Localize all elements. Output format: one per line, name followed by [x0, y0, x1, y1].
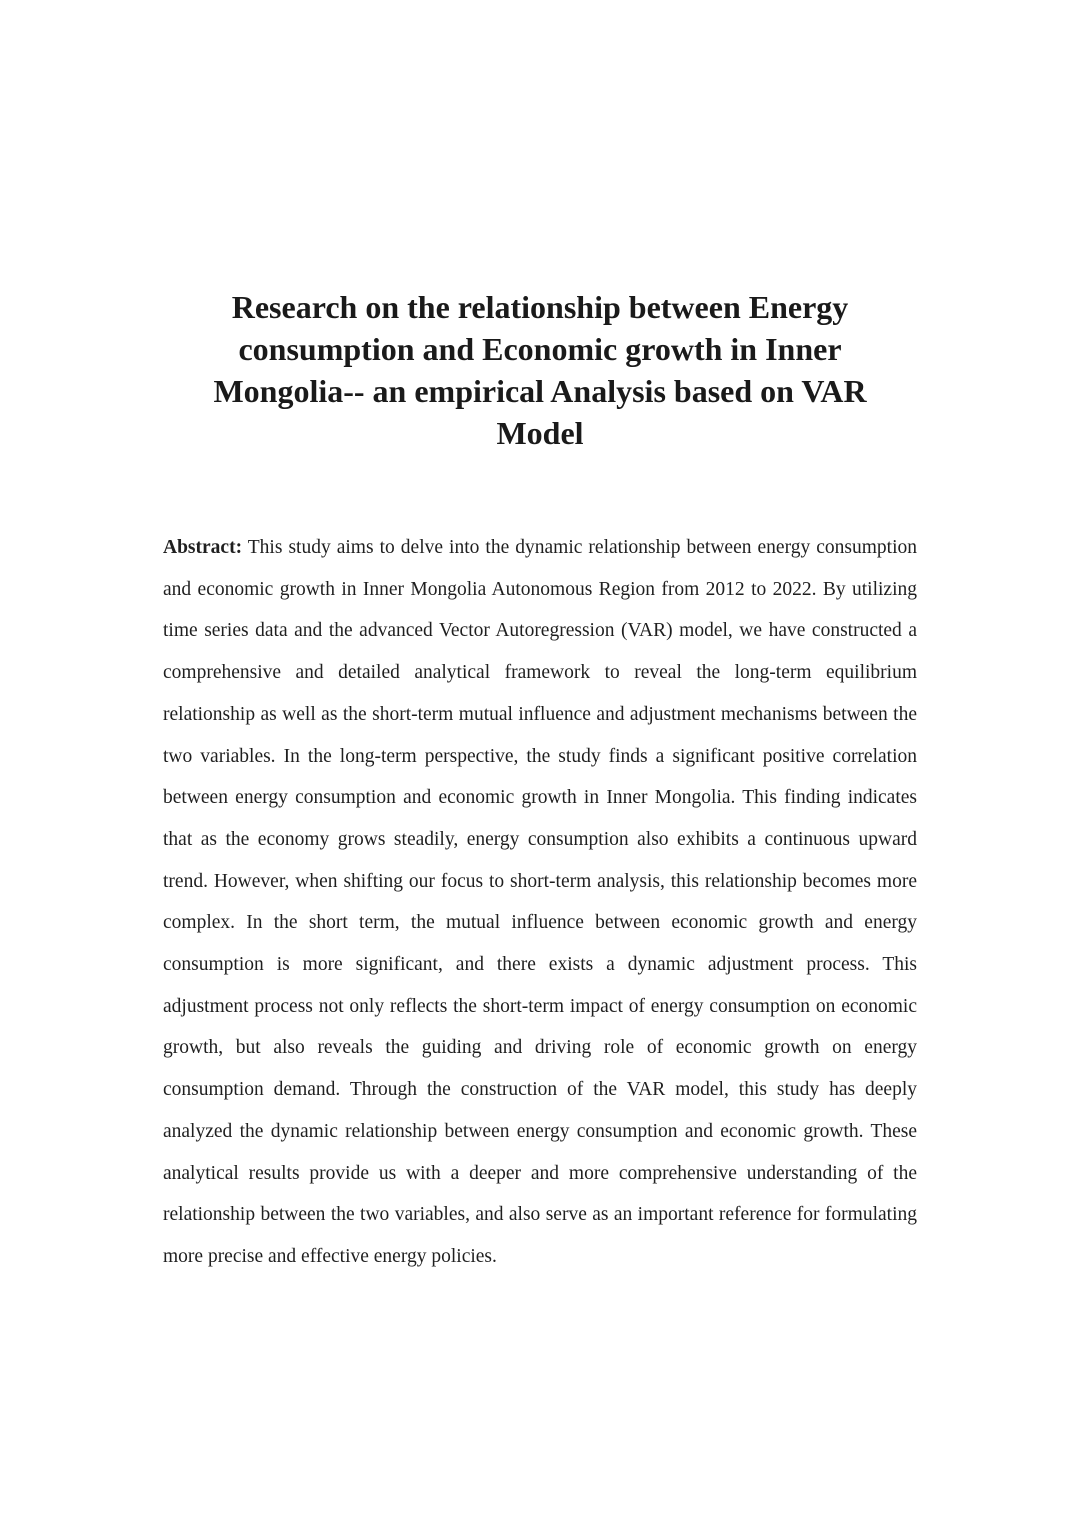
abstract-text: This study aims to delve into the dynamic relationship between energy consumption and economic growth in Inner Mongolia Autonomous Region from 2012 to 2022. By utilizing time series data and the advanced Vector Autoregression (VAR) model, we have constructed a comprehensive and detailed analytical framework to reveal the long-term equilibrium relationship as well as the short-term mutual influence and adjustment mechanisms between the two variables. In the long-term perspective, the study finds a significant positive correlation between energy consumption and economic growth in Inner Mongolia. This finding indicates that as the economy grows steadily, energy consumption also exhibits a continuous upward trend. However, when shifting our focus to short-term analysis, this relationship becomes more complex. In the short term, the mutual influence between economic growth and energy consumption is more significant, and there exists a dynamic adjustment process. This adjustment process not only reflects the short-term impact of energy consumption on economic growth, but also reveals the guiding and driving role of economic growth on energy consumption demand. Through the construction of the VAR model, this study has deeply analyzed the dynamic relationship between energy consumption and economic growth. These analytical results provide us with a deeper and more comprehensive understanding of the relationship between the two variables, and also serve as an important reference for formulating more precise and effective energy policies.	[163, 537, 917, 1267]
abstract-label: Abstract:	[163, 537, 243, 558]
abstract	[163, 527, 917, 1278]
paper-title: Research on the relationship between Energy consumption and Economic growth in Inner Mongolia-- an empirical Analysis based on VAR Model	[213, 289, 867, 451]
